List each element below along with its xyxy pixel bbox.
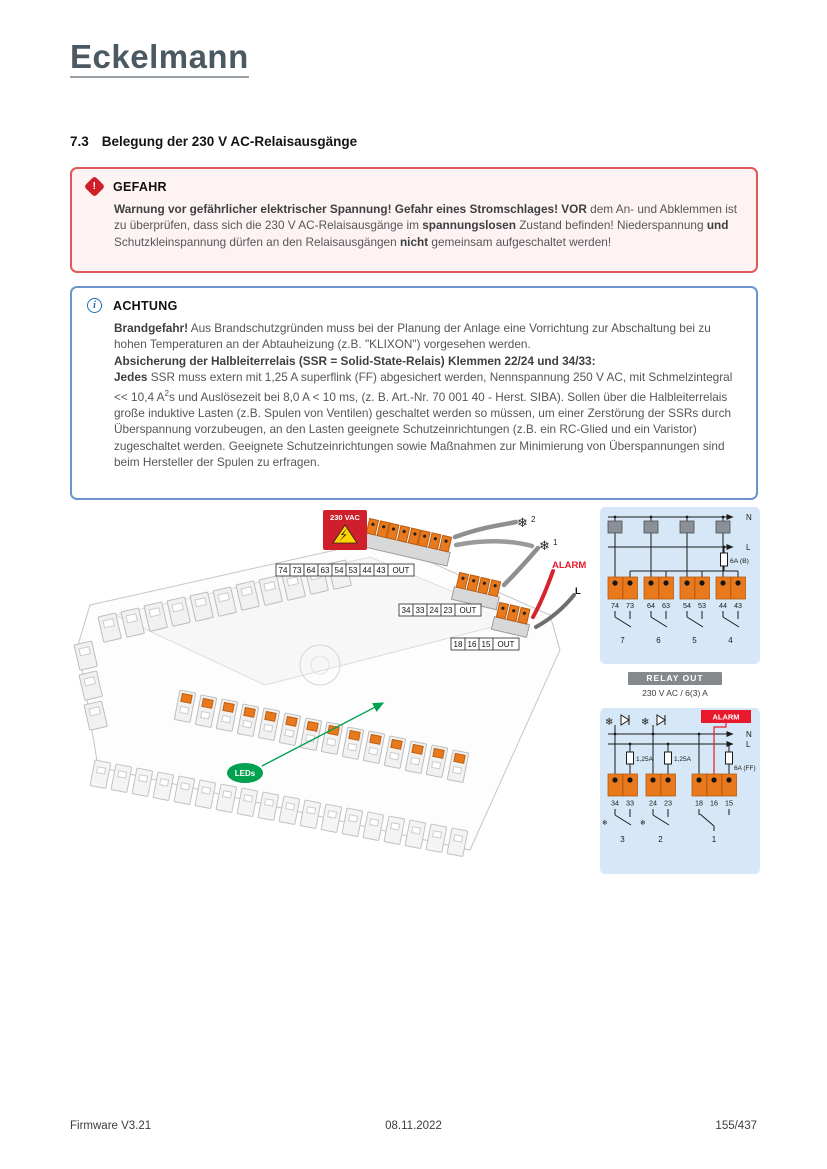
snowflake-icon: ❄ [640, 820, 646, 827]
caution-text: Brandgefahr! Aus Brandschutzgründen muss bei der Planung der Anlage eine Vorrichtung zur Abschaltung bei zu hohen Temperaturen an der Abtauheizung (z.B. "KLIXON") vorgesehen werden. Absicherung der Halbleiterrelais (SSR = Solid-State-Relais) Klemmen 22/24 und 34/33: Jedes SSR muss extern mit 1,25 A superflink (FF) abgesichert werden, Nennspannung 250 V AC, mit Schmelzintegral << 10,4 $A^2s$ und Auslösezeit bei 8,0 A < 10 ms, (z. B. Art.-Nr. 70 001 40 - Herst. SIBA). Sollen über die Halbleiterrelais große induktive Lasten (z.B. Spulen von Ventilen) geschaltet werden so müssen, um einer Zerstörung der SSRs durch Überspannung vorzubeugen, an den Lasten geeignete Schutzeinrichtungen (z.B. ein RC-Glied und ein Varistor) zugeschaltet werden. Geeignete Schutzeinrichtungen sowie Maßnahmen zur Minimierung von Überspannungen sind beim Hersteller der Spulen zu erfragen. [114, 321, 733, 470]
svg-text:18: 18 [453, 640, 463, 649]
gray-wire-1 [455, 522, 516, 537]
caution-title: ACHTUNG [113, 298, 178, 313]
changeover-contact [699, 809, 729, 831]
wiring-illustration [70, 505, 762, 890]
svg-text:33: 33 [415, 606, 425, 615]
fuse-label: 6A (B) [730, 558, 749, 565]
terminal-blocks [608, 577, 746, 599]
snowflake-1-number: 1 [553, 538, 558, 547]
svg-text:5: 5 [692, 636, 697, 645]
load-symbols [608, 521, 730, 533]
terminal-row-3-labels [451, 638, 519, 650]
svg-text:34: 34 [401, 606, 411, 615]
relay-diagram-bottom [600, 708, 760, 874]
relay-circuit-bottom [600, 708, 760, 874]
controller-board-drawing [70, 505, 600, 880]
caution-box [70, 286, 758, 500]
svg-text:74: 74 [611, 601, 619, 610]
fuse-symbol [726, 752, 733, 764]
relay-out-rating: 230 V AC / 6(3) A [642, 688, 708, 698]
svg-text:4: 4 [728, 636, 733, 645]
svg-text:74: 74 [278, 566, 288, 575]
fuse-label: 1,25A [636, 756, 653, 763]
snowflake-icon: ❄ [605, 717, 614, 728]
section-number: 7.3 [70, 134, 89, 149]
svg-text:23: 23 [443, 606, 453, 615]
snowflake-2-number: 2 [531, 515, 536, 524]
relay-contact [615, 809, 631, 825]
footer-date: 08.11.2022 [385, 1120, 442, 1132]
svg-text:23: 23 [664, 798, 672, 808]
footer-firmware: Firmware V3.21 [70, 1120, 152, 1132]
svg-text:44: 44 [719, 601, 727, 610]
ssr-symbol [621, 715, 629, 725]
caution-box-header [72, 288, 756, 313]
svg-text:OUT: OUT [497, 640, 515, 649]
neutral-label: N [746, 513, 752, 522]
svg-text:OUT: OUT [459, 606, 477, 615]
svg-text:73: 73 [626, 601, 634, 610]
relay-numbers [620, 636, 733, 645]
danger-text: Warnung vor gefährlicher elektrischer Spannung! Gefahr eines Stromschlages! VOR dem An- und Abklemmen ist zu überprüfen, dass sich die 230 V AC-Relaisausgänge im spannungslosen Zustand befinden! Niederspannung und Schutzkleinspannung dürfen an den Relaisausgängen nicht gemeinsam aufgeschaltet werden! [114, 202, 738, 249]
svg-text:73: 73 [292, 566, 302, 575]
snowflake-icon: ❄ [539, 538, 550, 553]
svg-text:53: 53 [698, 601, 706, 610]
relay-contact [651, 611, 667, 627]
section-heading [70, 134, 357, 149]
terminal-blocks [608, 774, 737, 796]
relay-numbers [620, 835, 717, 844]
fuse-symbol [627, 752, 634, 764]
svg-text:64: 64 [647, 601, 655, 610]
svg-text:6: 6 [656, 636, 661, 645]
danger-box [70, 167, 758, 273]
relay-contact [723, 611, 739, 627]
svg-text:63: 63 [662, 601, 670, 610]
fuse-label: 1,25A [674, 756, 691, 763]
snowflake-icon: ❄ [517, 515, 528, 530]
danger-box-header [72, 169, 756, 194]
alarm-line-red [714, 723, 726, 774]
alarm-badge-label: ALARM [712, 712, 740, 722]
fuse-symbol [721, 553, 728, 566]
svg-text:OUT: OUT [392, 566, 410, 575]
relay-contact [615, 611, 631, 627]
relay-circuit-top [600, 507, 760, 664]
relay-contact [687, 611, 703, 627]
snowflake-icon: ❄ [602, 820, 608, 827]
terminal-numbers [611, 799, 733, 808]
ssr-symbol [657, 715, 665, 725]
voltage-label: 230 VAC [330, 513, 360, 522]
svg-text:44: 44 [362, 566, 372, 575]
svg-text:16: 16 [710, 798, 718, 808]
voltage-warning-badge [323, 510, 367, 550]
svg-text:15: 15 [725, 798, 733, 808]
svg-text:53: 53 [348, 566, 358, 575]
fuse-label: 6A (FF) [734, 765, 756, 772]
svg-text:43: 43 [734, 601, 742, 610]
svg-text:63: 63 [320, 566, 330, 575]
line-label: L [575, 586, 581, 597]
snowflake-icon: ❄ [641, 717, 650, 728]
alarm-wire-red [533, 571, 553, 617]
svg-text:7: 7 [620, 636, 625, 645]
svg-text:3: 3 [620, 835, 625, 844]
footer-page-number: 155/437 [715, 1120, 757, 1132]
section-title: Belegung der 230 V AC-Relaisausgänge [101, 134, 358, 149]
svg-text:2: 2 [658, 835, 663, 844]
terminal-row-1-labels [276, 564, 414, 576]
gray-wire-3 [504, 548, 538, 585]
leds-label: LEDs [234, 769, 256, 778]
relay-contact [653, 809, 669, 825]
svg-text:24: 24 [429, 606, 439, 615]
svg-text:33: 33 [626, 798, 634, 808]
phase-label: L [746, 543, 751, 552]
svg-text:64: 64 [306, 566, 316, 575]
svg-text:24: 24 [649, 798, 657, 808]
relay-diagram-top [600, 507, 760, 664]
info-icon: i [87, 298, 102, 313]
svg-text:1: 1 [711, 835, 717, 844]
gray-wire-2 [456, 541, 532, 546]
alarm-label: ALARM [552, 560, 587, 571]
svg-text:15: 15 [481, 640, 491, 649]
neutral-label: N [746, 730, 752, 739]
svg-text:43: 43 [376, 566, 386, 575]
fuse-symbol [665, 752, 672, 764]
svg-text:34: 34 [611, 798, 619, 808]
svg-text:54: 54 [334, 566, 344, 575]
svg-text:54: 54 [683, 601, 691, 610]
svg-text:16: 16 [467, 640, 477, 649]
phase-label: L [746, 740, 751, 749]
danger-icon: ! [84, 176, 105, 197]
danger-title: GEFAHR [113, 179, 167, 194]
terminal-row-2-labels [399, 604, 481, 616]
terminal-numbers [611, 601, 742, 610]
svg-text:18: 18 [695, 798, 703, 808]
company-logo: Eckelmann [70, 40, 249, 78]
relay-out-badge: RELAY OUT [628, 672, 722, 685]
